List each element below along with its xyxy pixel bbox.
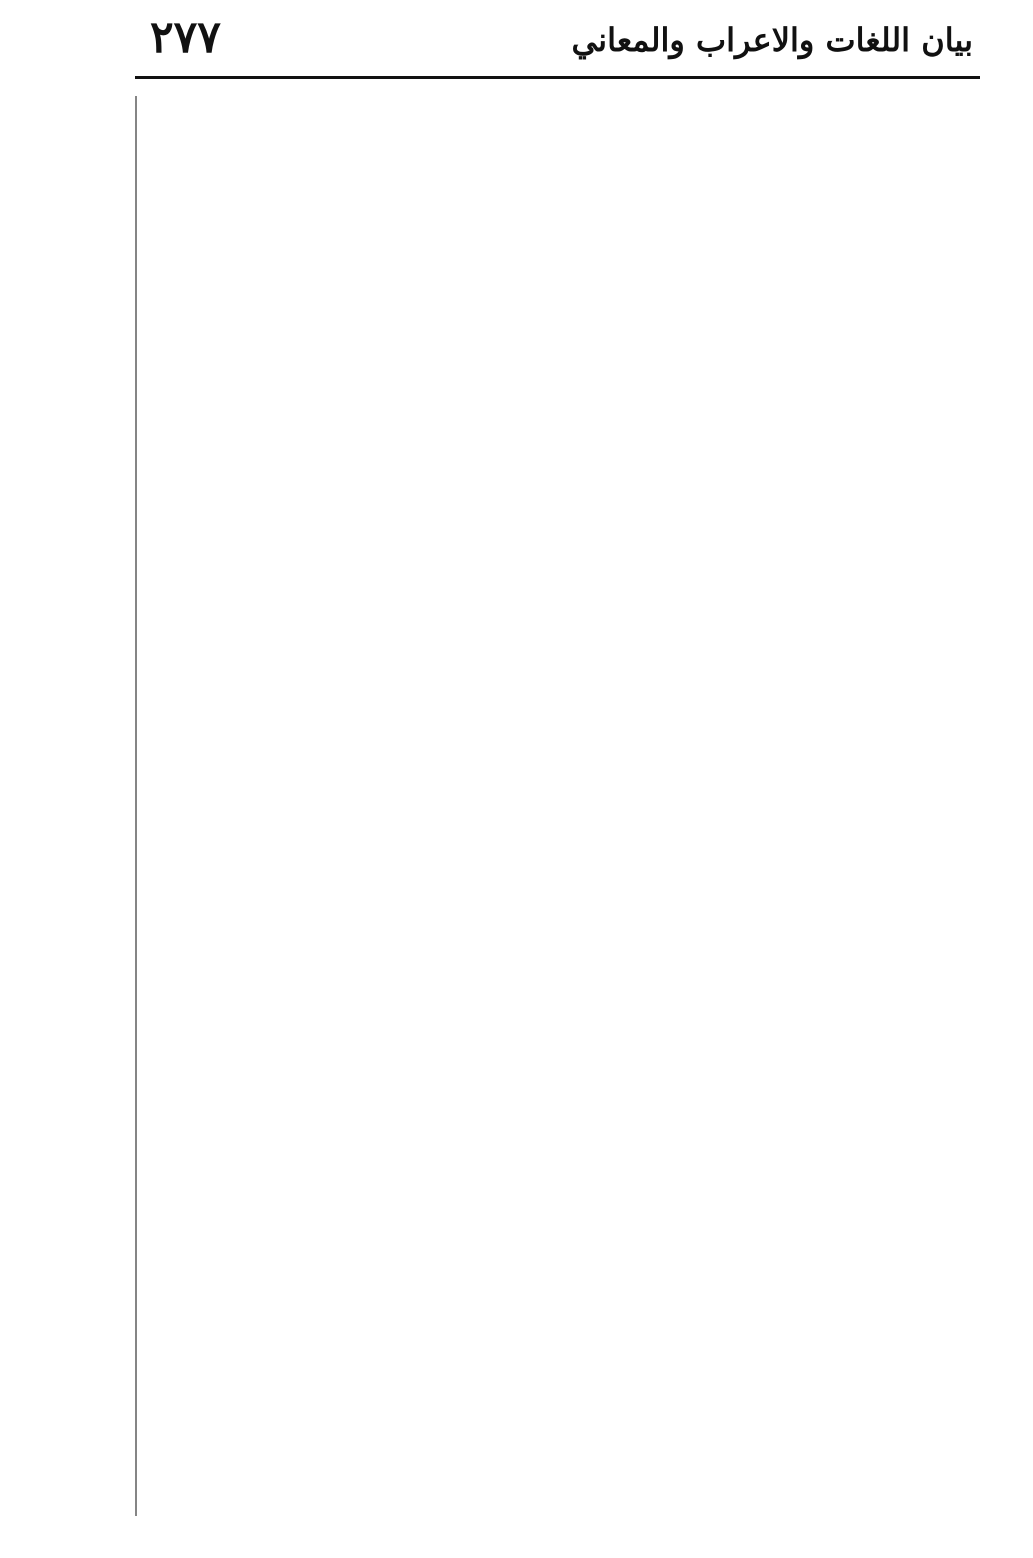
text-line [100,1300,985,1338]
text-line [100,1147,985,1185]
text-line [100,367,985,405]
text-line [100,1185,985,1223]
header-rule [135,76,980,79]
text-line [100,1454,985,1492]
paragraph-lughat-irab [100,290,985,674]
text-line [100,328,985,366]
paragraph-hadith-sources [100,92,985,284]
text-line [100,1377,985,1415]
body-text [100,92,985,1530]
text-line [100,405,985,443]
text-line [100,597,985,635]
text-line [100,680,985,718]
text-line [100,482,985,520]
text-line [100,757,985,795]
text-line [100,1492,985,1530]
text-line [100,635,985,673]
text-line [100,520,985,558]
text-line [100,246,985,284]
text-line [100,207,985,245]
text-line [100,795,985,833]
text-line [100,559,985,597]
text-line [100,290,985,328]
text-line [100,444,985,482]
text-line [100,1339,985,1377]
text-line [100,130,985,168]
page-number: ٢٧٧ [150,12,221,63]
text-line [100,987,985,1025]
text-line [100,1108,985,1146]
text-line [100,1064,985,1102]
paragraph-maani [100,680,985,1102]
text-line [100,1415,985,1453]
paragraph-istinbat [100,1108,985,1530]
text-line [100,1223,985,1261]
text-line [100,1025,985,1063]
text-line [100,169,985,207]
text-line [100,910,985,948]
text-line [100,833,985,871]
text-line [100,1262,985,1300]
text-line [100,949,985,987]
text-line [100,872,985,910]
running-header: بيان اللغات والاعراب والمعاني [571,21,973,59]
text-line [100,92,985,130]
text-line [100,718,985,756]
